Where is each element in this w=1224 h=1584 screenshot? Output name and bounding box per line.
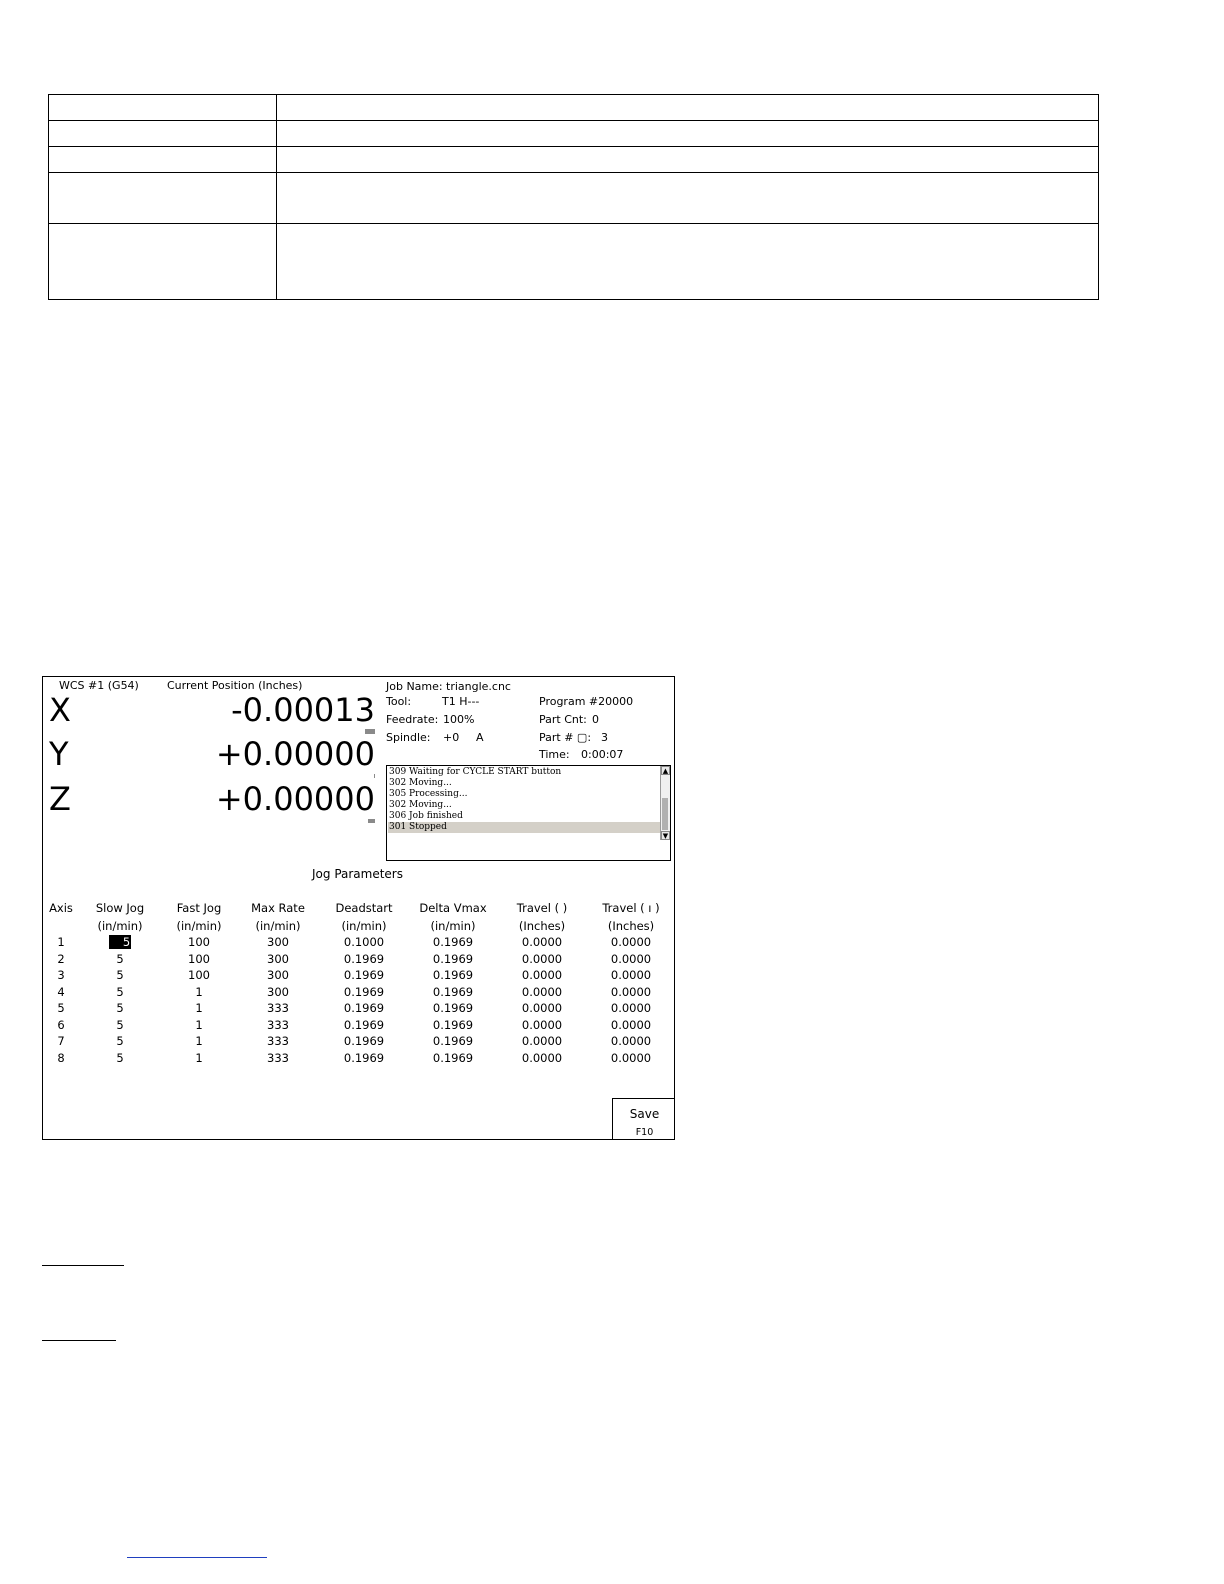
axis-x-value: -0.00013 xyxy=(231,691,375,729)
jog-value-cell[interactable] xyxy=(321,952,407,966)
job-name-label: Job Name: xyxy=(386,680,443,693)
message-line[interactable]: 309 Waiting for CYCLE START button xyxy=(389,767,562,777)
jog-column-unit: (in/min) xyxy=(430,919,476,933)
axis-y-letter: Y xyxy=(49,735,69,773)
jog-value-cell[interactable] xyxy=(77,935,163,949)
table-cell xyxy=(277,121,1099,147)
x-indicator xyxy=(365,729,375,734)
jog-value-cell[interactable] xyxy=(77,952,163,966)
jog-column-unit: (in/min) xyxy=(341,919,387,933)
jog-value-cell[interactable] xyxy=(321,1034,407,1048)
save-button-label: Save xyxy=(629,1107,660,1121)
jog-column-header: Travel ( ı ) xyxy=(602,901,660,915)
jog-value-cell[interactable] xyxy=(499,1001,585,1015)
part-num-label: Part # ▢: xyxy=(539,731,592,744)
spindle-label: Spindle: xyxy=(386,731,431,744)
jog-value-cell[interactable] xyxy=(235,952,321,966)
jog-cell-text: 0.0000 xyxy=(521,984,563,999)
jog-value-cell[interactable] xyxy=(410,1018,496,1032)
jog-value-cell[interactable] xyxy=(499,952,585,966)
jog-cell-text: 100 xyxy=(188,968,210,982)
underline-rule xyxy=(42,1340,116,1341)
jog-cell-text: 0.0000 xyxy=(521,951,563,966)
jog-value-cell[interactable] xyxy=(499,968,585,982)
jog-value-cell[interactable] xyxy=(410,935,496,949)
jog-column-header: Max Rate xyxy=(251,901,305,915)
message-scrollbar[interactable] xyxy=(660,766,670,840)
jog-value-cell[interactable] xyxy=(235,1018,321,1032)
jog-column-header: Delta Vmax xyxy=(419,901,487,915)
table-cell xyxy=(277,95,1099,121)
jog-cell-text: 100 xyxy=(188,935,210,949)
jog-cell-text: 0.0000 xyxy=(610,935,652,949)
jog-cell-text: 333 xyxy=(267,1017,289,1032)
table-cell xyxy=(49,173,277,224)
jog-cell-text: 0.1969 xyxy=(432,1017,474,1032)
jog-cell-text: 300 xyxy=(267,968,289,982)
jog-cell-text: 5 xyxy=(116,1050,124,1065)
jog-value-cell[interactable] xyxy=(410,968,496,982)
jog-cell-text: 6 xyxy=(57,1017,65,1032)
document-table xyxy=(48,94,1099,300)
jog-value-cell[interactable] xyxy=(156,1034,242,1048)
jog-value-cell[interactable] xyxy=(321,1051,407,1065)
jog-value-cell[interactable] xyxy=(588,935,674,949)
message-line[interactable]: 305 Processing... xyxy=(389,789,468,799)
jog-column-unit: (in/min) xyxy=(255,919,301,933)
message-line[interactable]: 302 Moving... xyxy=(389,778,452,788)
jog-cell-text: 0.1969 xyxy=(432,935,474,949)
part-cnt-value: 0 xyxy=(592,713,599,726)
save-button[interactable] xyxy=(612,1098,675,1140)
jog-cell-text: 0.0000 xyxy=(610,1017,652,1032)
save-button-key: F10 xyxy=(635,1127,654,1138)
feedrate-label: Feedrate: xyxy=(386,713,439,726)
jog-value-cell[interactable] xyxy=(235,1001,321,1015)
jog-value-cell[interactable] xyxy=(235,1051,321,1065)
table-cell xyxy=(49,147,277,173)
jog-cell-text: 0.1969 xyxy=(432,1050,474,1065)
scroll-down-icon[interactable]: ▼ xyxy=(662,832,669,840)
jog-cell-text: 0.1000 xyxy=(343,935,385,949)
jog-value-cell[interactable] xyxy=(410,1034,496,1048)
jog-value-cell[interactable] xyxy=(588,968,674,982)
table-cell xyxy=(49,224,277,300)
jog-cell-text: 3 xyxy=(57,968,65,982)
y-indicator xyxy=(374,774,375,778)
jog-parameters-title: Jog Parameters xyxy=(312,867,403,881)
jog-cell-text: 1 xyxy=(195,1001,203,1015)
jog-cell-text: 300 xyxy=(267,951,289,966)
jog-column-unit: (in/min) xyxy=(176,919,222,933)
jog-value-cell[interactable] xyxy=(235,985,321,999)
jog-value-cell[interactable] xyxy=(499,1034,585,1048)
jog-cell-text: 5 xyxy=(116,1001,124,1015)
wcs-label: WCS #1 (G54) xyxy=(59,679,139,692)
program-label: Program #20000 xyxy=(539,695,634,708)
jog-cell-text: 0.1969 xyxy=(432,951,474,966)
jog-cell-text: 1 xyxy=(195,984,203,999)
jog-cell-text: 0.0000 xyxy=(521,968,563,982)
jog-value-cell[interactable] xyxy=(156,935,242,949)
jog-cell-text: 0.1969 xyxy=(432,968,474,982)
jog-cell-text: 300 xyxy=(267,935,289,949)
jog-cell-text: 333 xyxy=(267,1050,289,1065)
table-cell xyxy=(277,173,1099,224)
jog-value-cell[interactable] xyxy=(156,952,242,966)
link-underline[interactable] xyxy=(127,1557,267,1558)
z-indicator xyxy=(368,819,375,823)
jog-value-cell[interactable] xyxy=(321,935,407,949)
jog-value-cell[interactable] xyxy=(156,1001,242,1015)
jog-cell-text: 4 xyxy=(57,984,65,999)
message-line[interactable]: 302 Moving... xyxy=(389,800,452,810)
jog-value-cell[interactable] xyxy=(77,1034,163,1048)
message-list xyxy=(388,767,660,833)
jog-cell-text: 0.1969 xyxy=(432,1034,474,1048)
jog-value-cell[interactable] xyxy=(235,935,321,949)
jog-cell-text: 1 xyxy=(195,1034,203,1048)
jog-cell-text: 0.0000 xyxy=(521,1001,563,1015)
time-label: Time: xyxy=(539,748,570,761)
spindle-value: +0 xyxy=(443,731,460,744)
table-cell xyxy=(277,147,1099,173)
jog-cell-text: 5 xyxy=(116,951,124,966)
message-line[interactable]: 301 Stopped xyxy=(388,822,660,833)
message-log[interactable] xyxy=(386,765,671,861)
jog-value-cell[interactable] xyxy=(499,985,585,999)
jog-cell-text: 0.1969 xyxy=(432,1001,474,1015)
jog-cell-text: 0.0000 xyxy=(610,1034,652,1048)
table-cell xyxy=(49,121,277,147)
jog-value-cell[interactable] xyxy=(235,968,321,982)
jog-cell-text: 0.1969 xyxy=(343,951,385,966)
jog-cell-text: 5 xyxy=(116,984,124,999)
jog-value-cell[interactable] xyxy=(321,985,407,999)
jog-column-unit: (Inches) xyxy=(518,919,566,933)
jog-cell-text: 5 xyxy=(116,968,124,982)
time-value: 0:00:07 xyxy=(581,748,624,761)
axis-y-value: +0.00000 xyxy=(215,735,375,773)
jog-cell-text: 0.1969 xyxy=(343,968,385,982)
jog-value-cell[interactable] xyxy=(588,1034,674,1048)
jog-cell-text: 1 xyxy=(195,1017,203,1032)
jog-value-cell[interactable] xyxy=(499,1018,585,1032)
jog-cell-text: 0.0000 xyxy=(610,1001,652,1015)
jog-value-cell[interactable] xyxy=(499,935,585,949)
jog-value-cell[interactable] xyxy=(77,1051,163,1065)
jog-column-header: Travel ( ) xyxy=(516,901,568,915)
tool-label: Tool: xyxy=(386,695,412,708)
scroll-thumb[interactable] xyxy=(662,798,668,830)
jog-value-cell[interactable] xyxy=(410,1051,496,1065)
table-cell xyxy=(49,95,277,121)
jog-cell-text: 0.0000 xyxy=(610,951,652,966)
underline-rule xyxy=(42,1265,124,1266)
jog-value-cell[interactable] xyxy=(588,1001,674,1015)
jog-cell-text: 0.0000 xyxy=(521,935,563,949)
jog-column-header: Slow Jog xyxy=(95,901,145,915)
jog-value-cell[interactable] xyxy=(321,1018,407,1032)
message-line[interactable]: 306 Job finished xyxy=(389,811,463,821)
part-cnt-label: Part Cnt: xyxy=(539,713,587,726)
jog-value-cell[interactable] xyxy=(235,1034,321,1048)
jog-cell-text: 0.1969 xyxy=(343,1017,385,1032)
jog-value-cell[interactable] xyxy=(410,1001,496,1015)
jog-cell-text: 1 xyxy=(195,1050,203,1065)
axis-z-value: +0.00000 xyxy=(215,780,375,818)
jog-column-header: Axis xyxy=(49,901,73,915)
axis-z-letter: Z xyxy=(49,780,71,818)
jog-cell-text: 0.0000 xyxy=(521,1050,563,1065)
table-cell xyxy=(277,224,1099,300)
scroll-up-icon[interactable]: ▲ xyxy=(662,767,669,775)
jog-value-cell[interactable] xyxy=(499,1051,585,1065)
cnc-screen xyxy=(42,676,675,1140)
jog-cell-text: 1 xyxy=(57,935,65,949)
jog-value-cell[interactable] xyxy=(77,985,163,999)
jog-cell-text: 300 xyxy=(267,984,289,999)
jog-value-cell[interactable] xyxy=(588,1051,674,1065)
jog-value-cell[interactable] xyxy=(77,1001,163,1015)
jog-cell-text: 5 xyxy=(57,1001,65,1015)
jog-value-cell[interactable] xyxy=(588,952,674,966)
tool-value: T1 H--- xyxy=(442,695,480,708)
jog-value-cell[interactable] xyxy=(77,968,163,982)
jog-cell-text: 0.1969 xyxy=(343,1034,385,1048)
jog-value-cell[interactable] xyxy=(410,985,496,999)
jog-cell-text: 333 xyxy=(267,1034,289,1048)
jog-cell-text: 333 xyxy=(267,1001,289,1015)
jog-cell-text: 0.0000 xyxy=(610,984,652,999)
jog-cell-text: 0.1969 xyxy=(343,1001,385,1015)
jog-value-cell[interactable] xyxy=(156,968,242,982)
jog-value-cell[interactable] xyxy=(156,1018,242,1032)
job-name-value: triangle.cnc xyxy=(446,680,511,693)
jog-cell-text: 7 xyxy=(57,1034,65,1048)
jog-cell-text: 0.0000 xyxy=(521,1017,563,1032)
jog-cell-text: 5 xyxy=(109,935,131,949)
jog-cell-text: 8 xyxy=(57,1050,65,1065)
jog-cell-text: 100 xyxy=(188,951,210,966)
jog-cell-text: 0.1969 xyxy=(343,1050,385,1065)
feedrate-value: 100% xyxy=(443,713,475,726)
jog-cell-text: 0.1969 xyxy=(432,984,474,999)
jog-cell-text: 0.1969 xyxy=(343,984,385,999)
jog-column-unit: (in/min) xyxy=(97,919,143,933)
jog-cell-text: 2 xyxy=(57,951,65,966)
jog-value-cell[interactable] xyxy=(156,1051,242,1065)
jog-value-cell[interactable] xyxy=(77,1018,163,1032)
spindle-unit: A xyxy=(476,731,484,744)
jog-value-cell[interactable] xyxy=(410,952,496,966)
jog-cell-text: 0.0000 xyxy=(610,1050,652,1065)
jog-column-header: Fast Jog xyxy=(176,901,222,915)
jog-column-unit: (Inches) xyxy=(607,919,655,933)
jog-value-cell[interactable] xyxy=(156,985,242,999)
axis-x-letter: X xyxy=(49,691,71,729)
jog-value-cell[interactable] xyxy=(321,968,407,982)
jog-cell-text: 5 xyxy=(116,1034,124,1048)
jog-cell-text: 0.0000 xyxy=(610,968,652,982)
jog-value-cell[interactable] xyxy=(588,1018,674,1032)
jog-value-cell[interactable] xyxy=(588,985,674,999)
jog-cell-text: 0.0000 xyxy=(521,1034,563,1048)
position-title: Current Position (Inches) xyxy=(167,679,303,692)
part-num-value: 3 xyxy=(601,731,608,744)
jog-column-header: Deadstart xyxy=(335,901,393,915)
jog-value-cell[interactable] xyxy=(321,1001,407,1015)
jog-cell-text: 5 xyxy=(116,1017,124,1032)
